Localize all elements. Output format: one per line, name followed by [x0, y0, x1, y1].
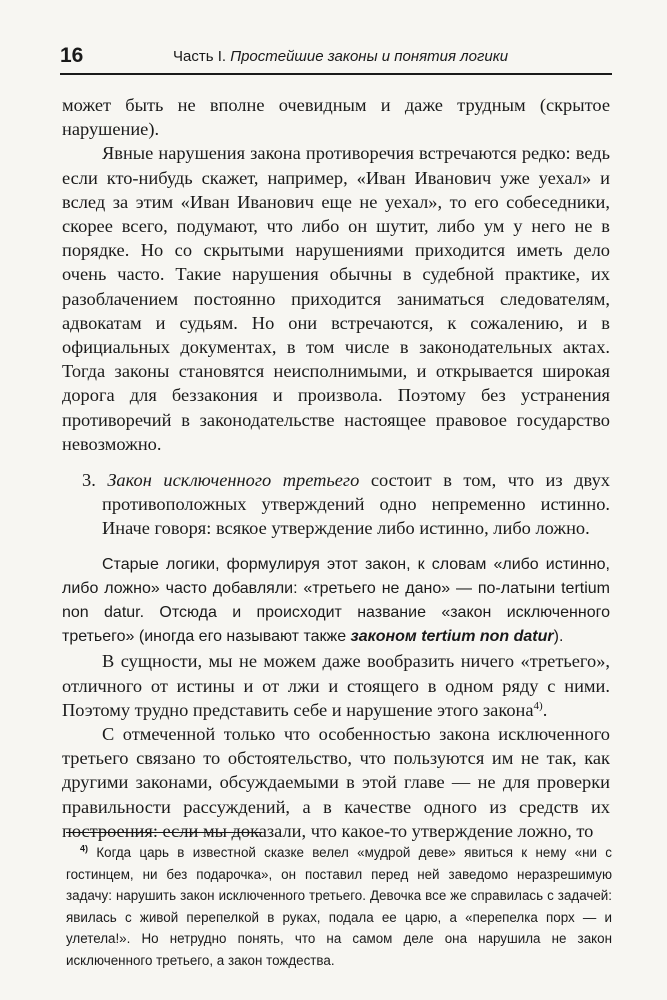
- paragraph-continuation: может быть не вполне очевидным и даже трудным (скрытое нарушение).: [62, 95, 610, 140]
- page-number: 16: [60, 44, 84, 67]
- footnote-rule: [66, 832, 262, 833]
- paragraph-text: Старые логики, формулируя этот закон, к словам «либо истинно, либо ложно» часто добавляли: «третьего не дано» — по-латыни tertium non datur. Отсюда и происходит название «закон исключенного третьего» (иногда его называют также: [62, 555, 610, 646]
- list-item-number: 3.: [82, 470, 96, 491]
- running-header: [60, 44, 612, 74]
- list-item-text: состоит в том, что из двух противоположных утверждений одно непременно истинно. Иначе говоря: всякое утверждение либо истинно, либо ложно.: [102, 470, 610, 539]
- paragraph-usage: С отмеченной только что особенностью закона исключенного третьего связано то обстоятельство, что пользуются им не так, как другими законами, обсуждаемыми в этой главе — не для проверки правильности рассуждений, а в качестве одного из средств их построения: если мы доказали, что какое-то утверждение ложно, то: [62, 724, 610, 841]
- spacer: [62, 541, 610, 553]
- part-title: Простейшие законы и понятия логики: [230, 48, 509, 65]
- latin-term: законом tertium non datur: [350, 628, 554, 646]
- running-title: [173, 48, 508, 65]
- header-rule: [60, 73, 612, 75]
- list-item-3: [62, 468, 610, 541]
- footnote: [66, 842, 612, 971]
- paragraph-contradiction: Явные нарушения закона противоречия встречаются редко: ведь если кто-нибудь скажет, например, «Иван Иванович уже уехал» и вслед за этим «Иван Иванович еще не уехал», то его собеседники, скорее всего, подумают, что либо он шутит, либо ум у него не в порядке. Но со скрытыми нарушениями приходится иметь дело очень часто. Такие нарушения обычны в судебной практике, их разоблачением постоянно приходится заниматься следователям, адвокатам и судьям. Но они встречаются, к сожалению, и в официальных документах, в том числе в законодательных актах. Тогда законы становятся неисполнимыми, и открывается широкая дорога для беззакония и произвола. Поэтому без устранения противоречий в законодательстве настоящее правовое государство невозможно.: [62, 143, 610, 454]
- main-text: [62, 93, 610, 843]
- footnote-text: Когда царь в известной сказке велел «мудрой деве» явиться к нему «ни с гостинцем, ни без подарочка», он поставил перед ней заведомо неразрешимую задачу: нарушить закон исключенного третьего. Девочка все же справилась с задачей: явилась с живой перепелкой в руках, подала ее царю, а «перепелка порх — и улетела!». Но нетрудно понять, что на самом деле она нарушила не закон исключенного третьего, а закон тождества.: [66, 845, 612, 968]
- paragraph-end: ).: [553, 628, 564, 646]
- paragraph-essence: [62, 649, 610, 722]
- law-term: Закон исключенного третьего: [107, 470, 360, 491]
- paragraph-text: В сущности, мы не можем даже вообразить ничего «третьего», отличного от истины и от лжи и стоящего в одном ряду с ними. Поэтому трудно представить себе и нарушение этого закона: [62, 651, 610, 720]
- paragraph-end: .: [542, 699, 548, 720]
- footnote-ref[interactable]: 4): [533, 699, 543, 712]
- part-label: Часть I.: [173, 48, 227, 65]
- footnote-paragraph: [66, 842, 612, 971]
- spacer: [62, 456, 610, 468]
- footnote-mark: 4): [80, 843, 89, 854]
- paragraph-old-logicians: [62, 553, 610, 650]
